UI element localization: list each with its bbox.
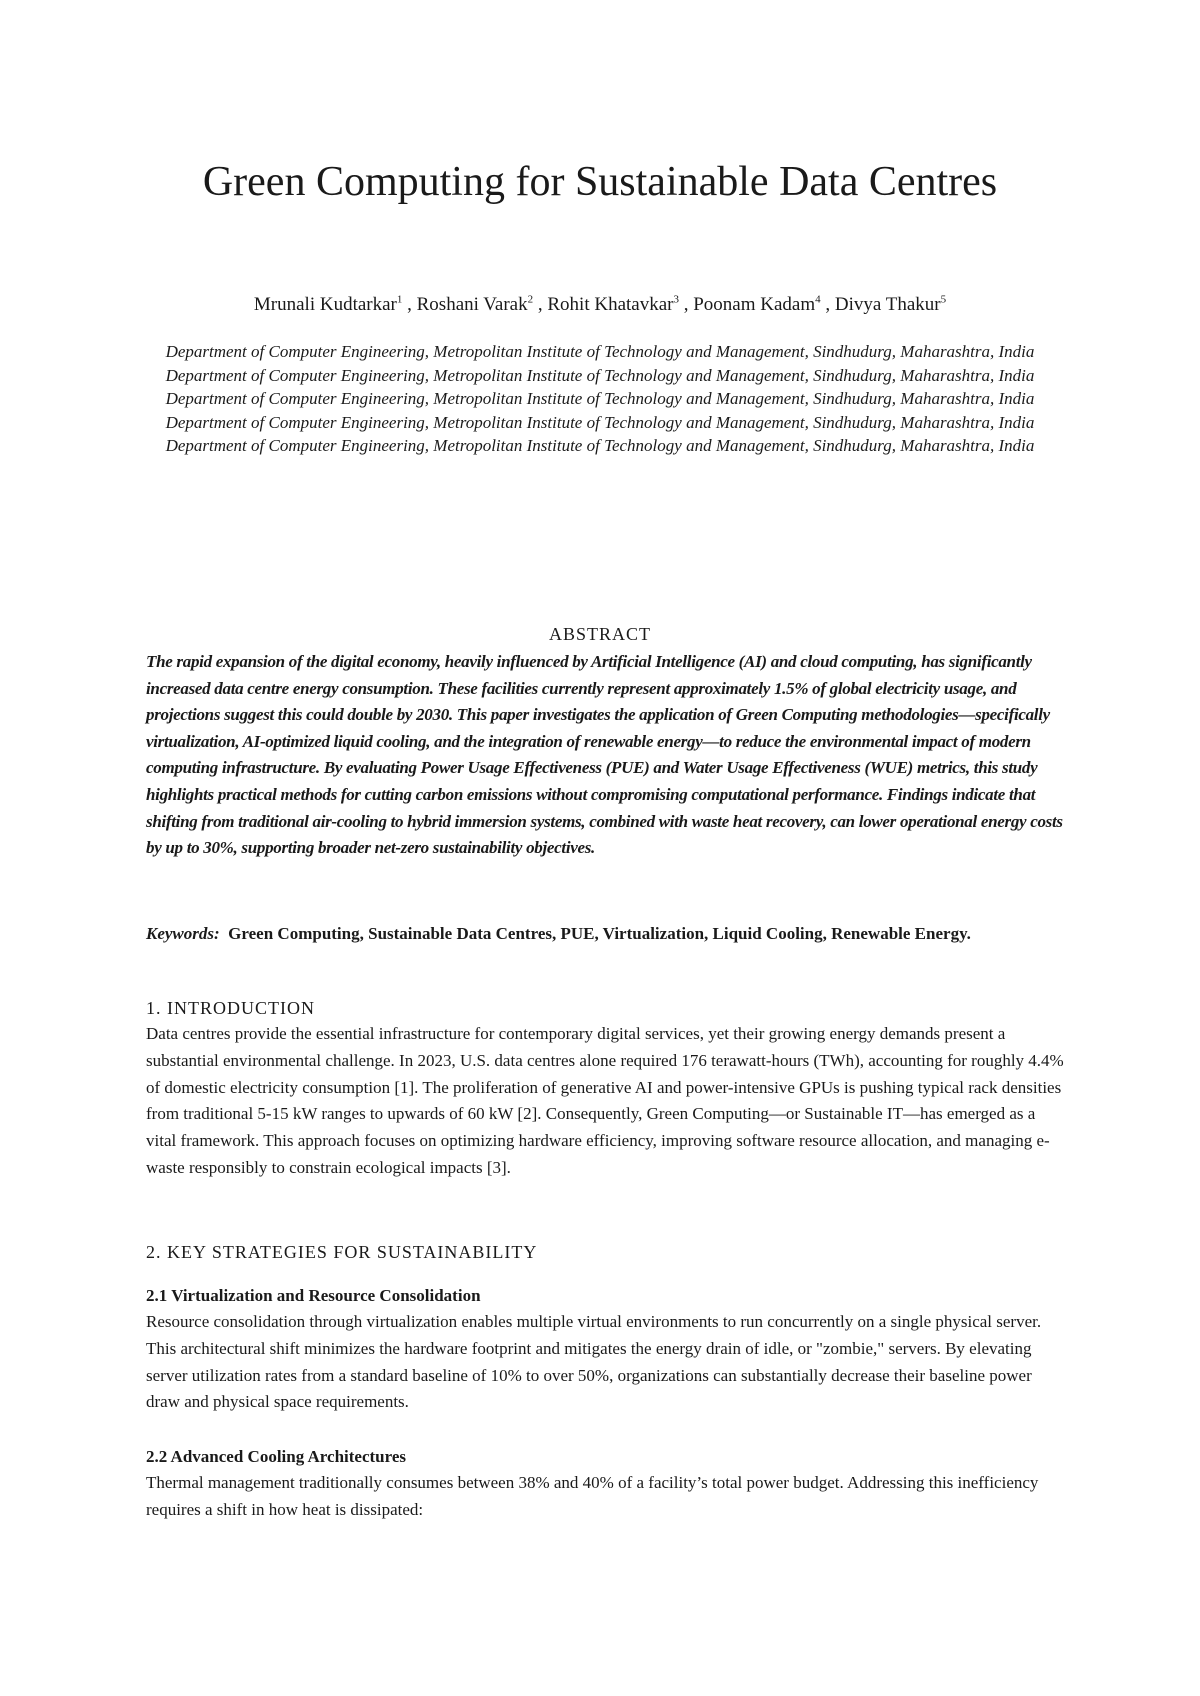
author-name: Poonam Kadam (693, 294, 816, 315)
keywords (146, 920, 1064, 947)
abstract-text: The rapid expansion of the digital economy, heavily influenced by Artificial Intelligence (AI) and cloud computing, has significantly increased data centre energy consumption. These facilities currently represent approximately 1.5% of global electricity usage, and projections suggest this could double by 2030. This paper investigates the application of Green Computing methodologies—specifically virtualization, AI-optimized liquid cooling, and the integration of renewable energy—to reduce the environmental impact of modern computing infrastructure. By evaluating Power Usage Effectiveness (PUE) and Water Usage Effectiveness (WUE) metrics, this study highlights practical methods for cutting carbon emissions without compromising computational performance. Findings indicate that shifting from traditional air-cooling to hybrid immersion systems, combined with waste heat recovery, can lower operational energy costs by up to 30%, supporting broader net-zero sustainability objectives. (146, 652, 1063, 858)
subsection-heading-virtualization: 2.1 Virtualization and Resource Consolidation (146, 1286, 481, 1305)
author-sup: 2 (527, 293, 534, 306)
keywords-text: Green Computing, Sustainable Data Centres, PUE, Virtualization, Liquid Cooling, Renewable Energy. (228, 924, 971, 943)
affiliation: Department of Computer Engineering, Metropolitan Institute of Technology and Management, Sindhudurg, Maharashtra, India (165, 389, 1035, 409)
author-sup: 4 (815, 293, 821, 306)
section-heading-introduction: 1. INTRODUCTION (146, 998, 315, 1018)
cooling-text: Thermal management traditionally consumes between 38% and 40% of a facility’s total power budget. Addressing this inefficiency requires a shift in how heat is dissipated: (146, 1473, 1039, 1519)
author-separator: , (678, 294, 694, 315)
keywords-label: Keywords: (146, 924, 220, 943)
affiliation: Department of Computer Engineering, Metropolitan Institute of Technology and Management, Sindhudurg, Maharashtra, India (165, 342, 1035, 361)
author-name: Mrunali Kudtarkar (253, 294, 397, 315)
author-separator: , (402, 294, 417, 315)
section-heading-strategies: 2. KEY STRATEGIES FOR SUSTAINABILITY (146, 1242, 538, 1262)
author-sup: 5 (940, 293, 947, 306)
introduction-text: Data centres provide the essential infrastructure for contemporary digital services, yet their growing energy demands present a substantial environmental challenge. In 2023, U.S. data centres alone required 176 terawatt-hours (TWh), accounting for roughly 4.4% of domestic electricity consumption [1]. The proliferation of generative AI and power-intensive GPUs is pushing typical rack densities from traditional 5-15 kW ranges to upwards of 60 kW [2]. Consequently, Green Computing—or Sustainable IT—has emerged as a vital framework. This approach focuses on optimizing hardware efficiency, improving software resource allocation, and managing e-waste responsibly to constrain ecological impacts [3]. (146, 1024, 1064, 1177)
author-separator: , (533, 294, 548, 315)
abstract-heading: ABSTRACT (548, 624, 652, 644)
affiliation: Department of Computer Engineering, Metropolitan Institute of Technology and Management, Sindhudurg, Maharashtra, India (165, 365, 1035, 385)
author-list (100, 292, 1100, 318)
affiliation: Department of Computer Engineering, Metropolitan Institute of Technology and Management, Sindhudurg, Maharashtra, India (165, 412, 1035, 432)
author-name: Roshani Varak (416, 294, 528, 315)
author-sup: 1 (396, 293, 403, 306)
subsection-heading-cooling: 2.2 Advanced Cooling Architectures (146, 1447, 407, 1466)
affiliation-list (150, 340, 1050, 458)
author-sup: 3 (673, 293, 679, 306)
paper-title: Green Computing for Sustainable Data Centres (202, 159, 998, 205)
virtualization-text: Resource consolidation through virtualization enables multiple virtual environments to run concurrently on a single physical server. This architectural shift minimizes the hardware footprint and mitigates the energy drain of idle, or "zombie," servers. By elevating server utilization rates from a standard baseline of 10% to over 50%, organizations can substantially decrease their baseline power draw and physical space requirements. (146, 1312, 1042, 1412)
affiliation: Department of Computer Engineering, Metropolitan Institute of Technology and Management, Sindhudurg, Maharashtra, India (165, 436, 1035, 456)
author-separator: , (820, 294, 835, 315)
author-name: Divya Thakur (834, 294, 941, 315)
author-name: Rohit Khatavkar (547, 294, 674, 315)
